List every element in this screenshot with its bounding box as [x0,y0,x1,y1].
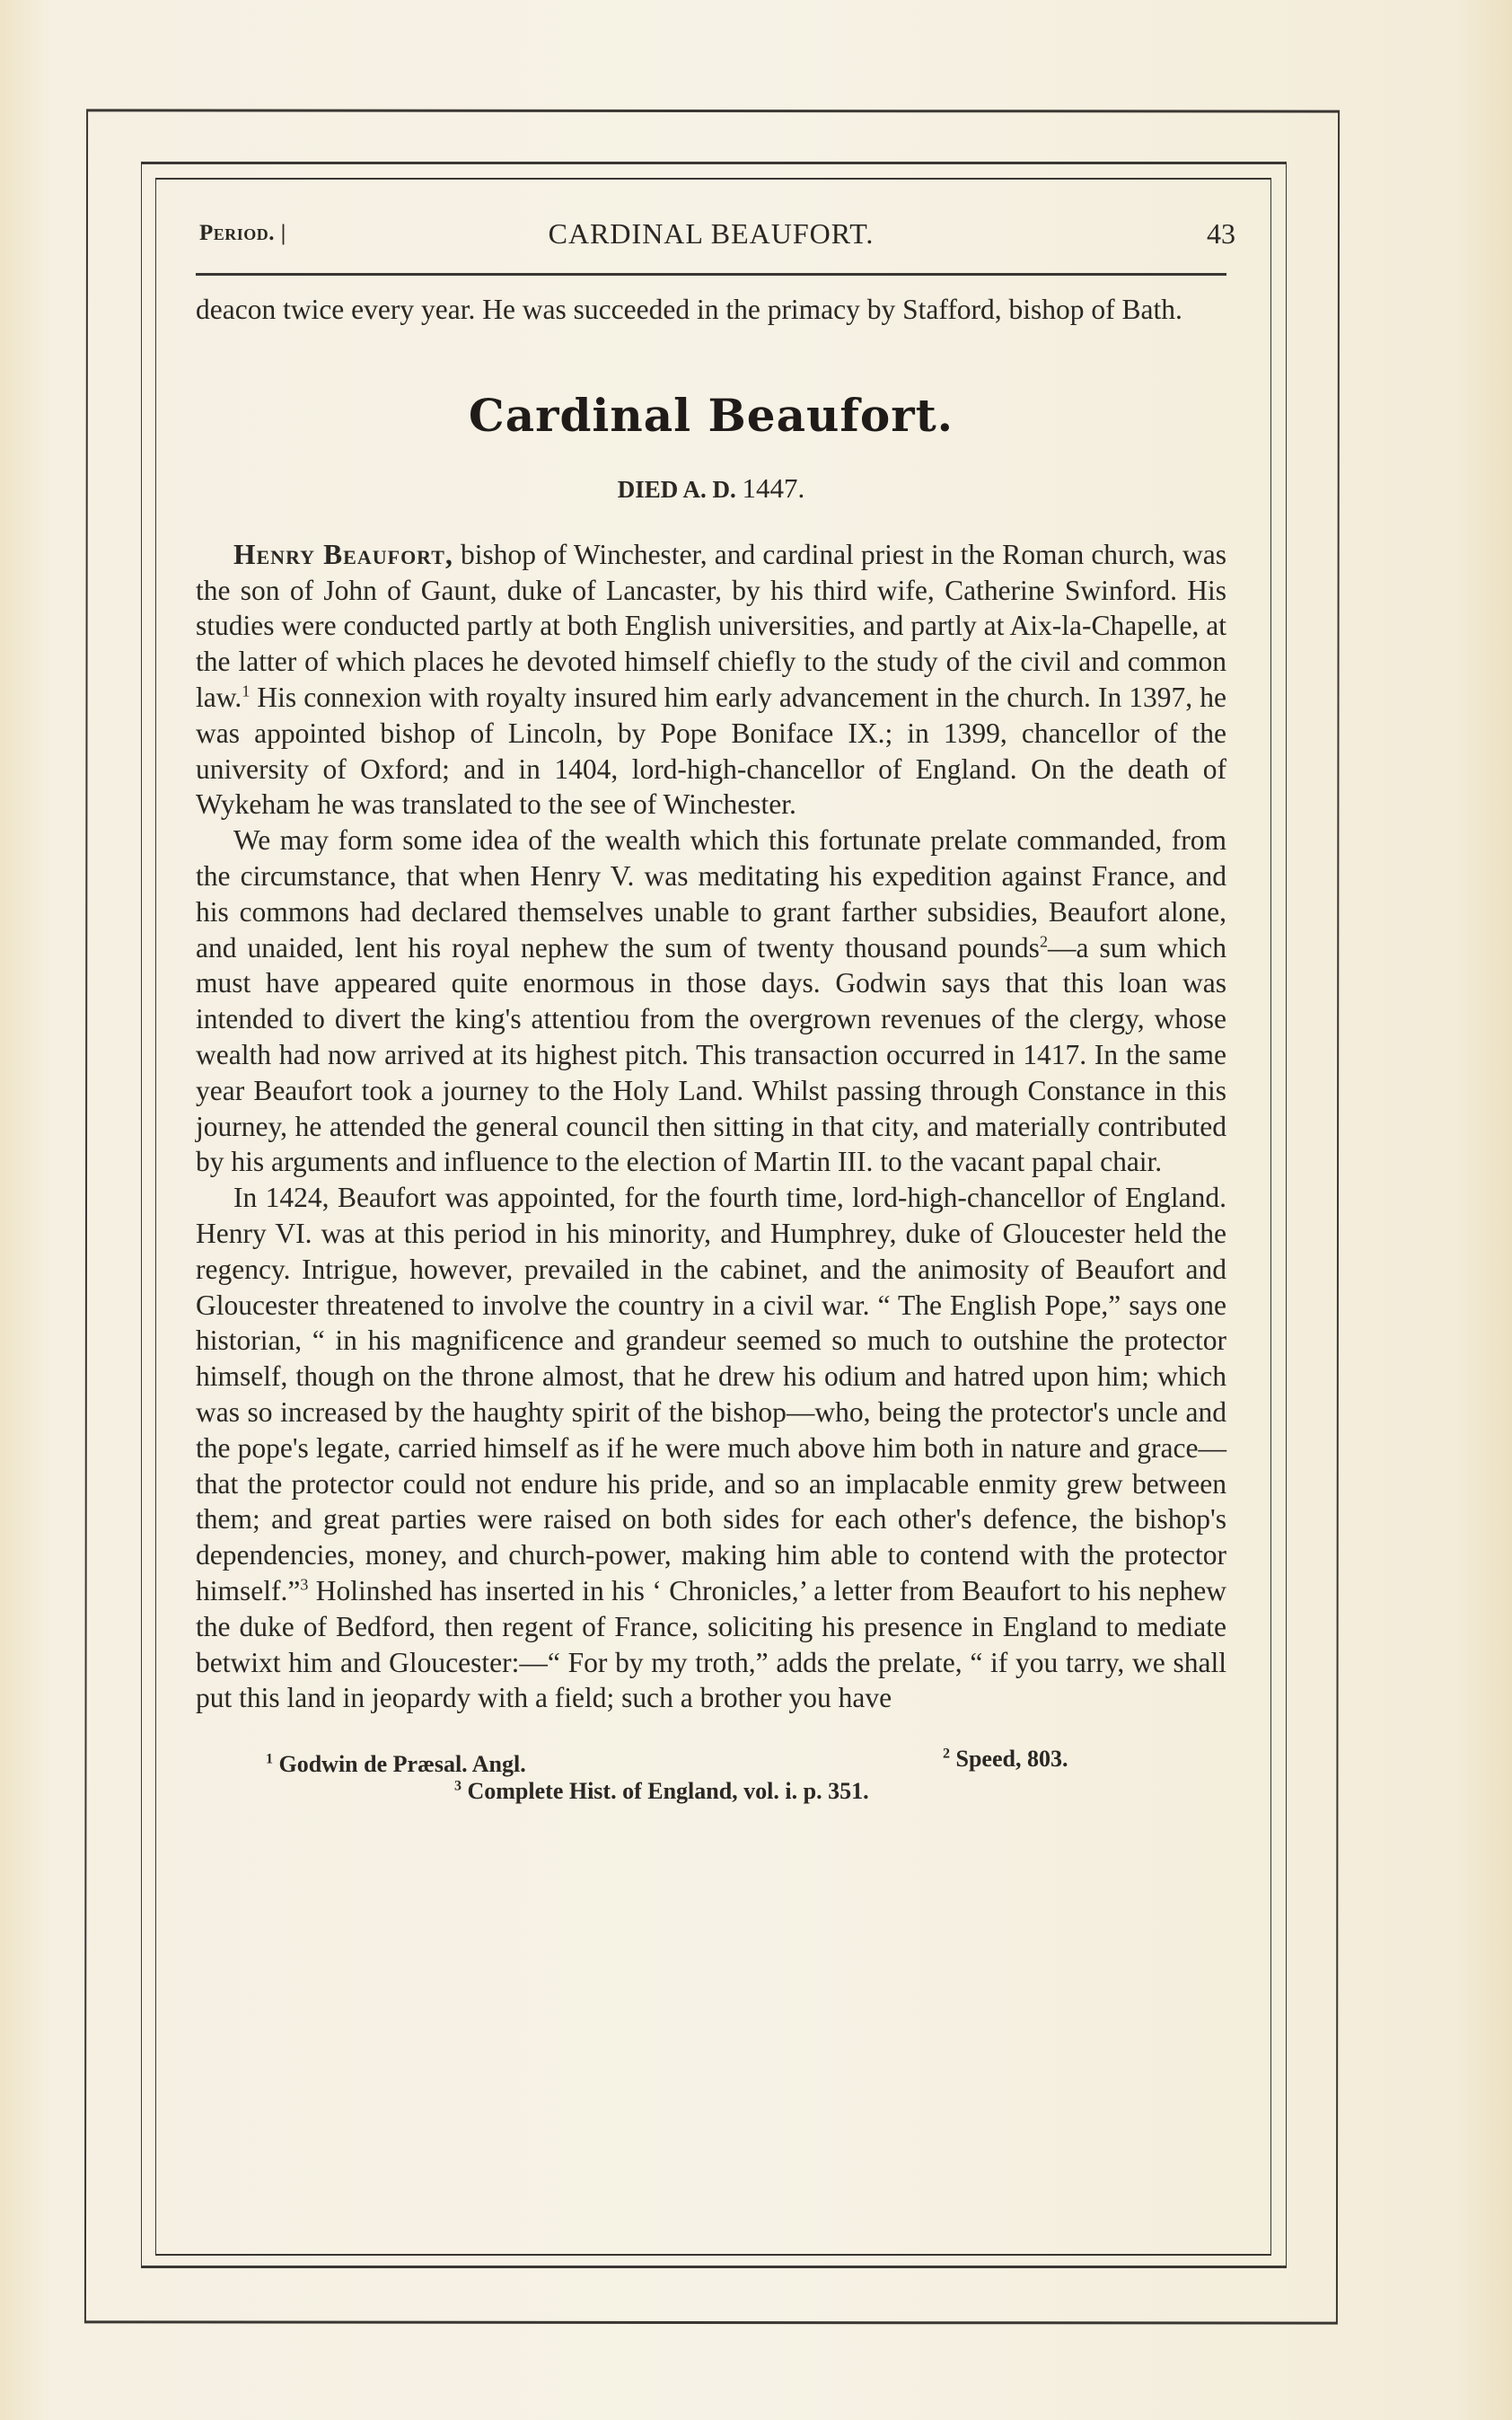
running-head-section: Period. | [199,221,286,245]
footnote-ref[interactable]: 1 [242,682,251,700]
footnote-mark: 2 [943,1746,950,1762]
footnote-text: Godwin de Præsal. Angl. [278,1751,526,1778]
footnotes [196,1746,1226,1822]
carryover-paragraph: deacon twice every year. He was succeeded in the primacy by Stafford, bishop of Bath. [196,294,1182,325]
lead-name: Henry Beaufort, [233,538,453,570]
footnote-3 [454,1777,869,1806]
footnote-mark: 1 [266,1751,273,1767]
footnote-text: Complete Hist. of England, vol. i. p. 351. [467,1778,869,1805]
paragraph-text-cont: His connexion with royalty insured him early advancement in the church. In 1397, he was appointed bishop of Lincoln, by Pope Boniface IX.; in 1399, chancellor of the university of Oxford; and in 1404, lord-high-chancellor of England. On the death of Wykeham he was translated to the see of Winchester. [196,681,1226,821]
death-date [196,472,1226,505]
body-paragraph-1 [196,537,1226,823]
book-page [196,207,1235,1822]
paragraph-text: In 1424, Beaufort was appointed, for the fourth time, lord-high-chancellor of England. Henry VI. was at this period in his minority, and Humphrey, duke of Gloucester held the regency. Intrigue, however, prevailed in the cabinet, and the animosity of Beaufort and Gloucester threatened to involve the country in a civil war. “ The English Pope,” says one historian, “ in his magnificence and grandeur seemed so much to outshine the protector himself, though on the throne almost, that he drew his odium and hatred upon him; which was so increased by the haughty spirit of the bishop—who, being the protector's uncle and the pope's legate, carried himself as if he were much above him both in nature and grace—that the protector could not endure his pride, and so an implacable enmity grew between them; and great parties were raised on both sides for each other's defence, the bishop's dependencies, money, and church-power, making him able to contend with the protector himself.” [196,1182,1226,1606]
paragraph-text-cont: —a sum which must have appeared quite enormous in those days. Godwin says that this loan was intended to divert the king's attentiou from the overgrown revenues of the clergy, whose wealth had now arrived at its highest pitch. This transaction occurred in 1417. In the same year Beaufort took a journey to the Holy Land. Whilst passing through Constance in this journey, he attended the general council then sitting in that city, and materially contributed by his arguments and influence to the election of Martin III. to the vacant papal chair. [196,931,1226,1178]
died-year: 1447. [742,471,805,504]
article-title: Cardinal Beaufort. [468,388,954,442]
page-number: 43 [1207,217,1235,250]
running-head-title: CARDINAL BEAUFORT. [548,217,875,250]
body-paragraph-2 [196,823,1226,1180]
body-paragraph-3 [196,1180,1226,1716]
paragraph-text: We may form some idea of the wealth which this fortunate prelate commanded, from the circumstance, that when Henry V. was meditating his expedition against France, and his commons had declared themselves unable to grant farther subsidies, Beaufort alone, and unaided, lent his royal nephew the sum of twenty thousand pounds [196,824,1226,964]
footnote-2 [943,1745,1068,1773]
header-rule [196,273,1226,276]
footnote-1 [266,1750,526,1779]
paragraph-text: bishop of Winchester, and cardinal priest in the Roman church, was the son of John of Gaunt, duke of Lancaster, by his third wife, Catherine Swinford. His studies were conducted partly at both English universities, and partly at Aix-la-Chapelle, at the latter of which places he devoted himself chiefly to the study of the civil and common law. [196,538,1226,713]
footnote-ref[interactable]: 2 [1039,932,1048,951]
footnote-ref[interactable]: 3 [300,1575,309,1594]
running-head [196,207,1235,269]
paragraph-text-cont: Holinshed has inserted in his ‘ Chronicles,’ a letter from Beaufort to his nephew the duke of Bedford, then regent of France, soliciting his presence in England to mediate betwixt him and Gloucester:—“ For by my troth,” adds the prelate, “ if you tarry, we shall put this land in jeopardy with a field; such a brother you have [196,1574,1226,1714]
died-label: DIED A. D. [617,475,736,503]
footnote-text: Speed, 803. [955,1746,1068,1773]
footnote-mark: 3 [454,1778,462,1794]
